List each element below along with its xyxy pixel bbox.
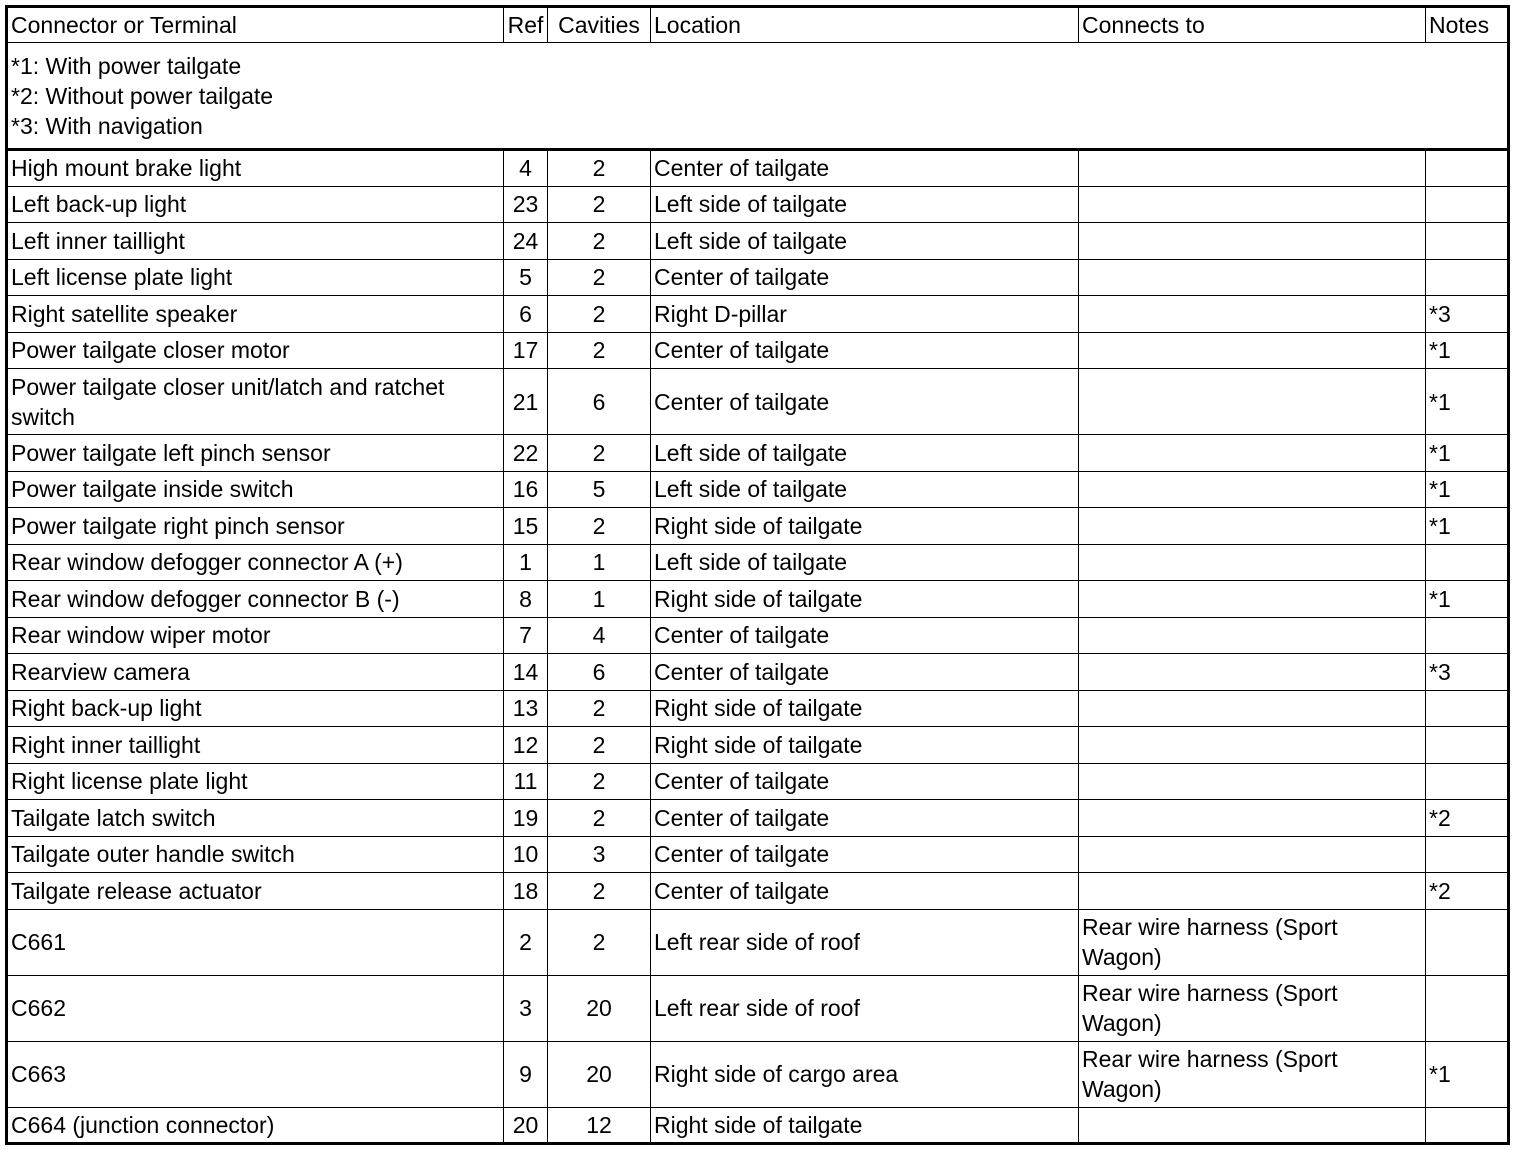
cell-connects-to [1079,369,1426,435]
cell-notes: *1 [1426,471,1509,508]
cell-location: Center of tailgate [651,800,1079,837]
table-row [7,654,1509,691]
cell-location: Left side of tailgate [651,471,1079,508]
cell-ref: 9 [504,1041,548,1107]
cell-ref: 15 [504,508,548,545]
cell-ref: 3 [504,975,548,1041]
cell-connects-to [1079,508,1426,545]
cell-notes [1426,690,1509,727]
table-row [7,1107,1509,1144]
cell-notes [1426,150,1509,187]
cell-location: Right side of tailgate [651,690,1079,727]
cell-notes: *1 [1426,369,1509,435]
cell-location: Right side of tailgate [651,727,1079,764]
cell-cavities: 2 [548,690,651,727]
cell-ref: 4 [504,150,548,187]
cell-notes: *3 [1426,654,1509,691]
table-row [7,259,1509,296]
cell-ref: 11 [504,763,548,800]
cell-notes: *1 [1426,1041,1509,1107]
cell-cavities: 6 [548,654,651,691]
footnote-3: *3: With navigation [11,112,203,139]
cell-location: Center of tailgate [651,617,1079,654]
cell-ref: 10 [504,836,548,873]
cell-location: Left side of tailgate [651,435,1079,472]
cell-location: Right side of cargo area [651,1041,1079,1107]
cell-notes [1426,186,1509,223]
cell-cavities: 2 [548,909,651,975]
cell-connector: High mount brake light [7,150,504,187]
cell-cavities: 2 [548,223,651,260]
cell-ref: 12 [504,727,548,764]
cell-connector: Right satellite speaker [7,296,504,333]
cell-ref: 24 [504,223,548,260]
cell-cavities: 6 [548,369,651,435]
cell-cavities: 2 [548,873,651,910]
cell-notes [1426,259,1509,296]
cell-notes: *1 [1426,508,1509,545]
cell-ref: 2 [504,909,548,975]
cell-connects-to: Rear wire harness (Sport Wagon) [1079,975,1426,1041]
cell-ref: 23 [504,186,548,223]
cell-notes [1426,909,1509,975]
cell-ref: 6 [504,296,548,333]
footnotes-cell [7,43,1509,150]
cell-connects-to [1079,690,1426,727]
table-row [7,800,1509,837]
table-row [7,909,1509,975]
cell-location: Right side of tailgate [651,508,1079,545]
cell-cavities: 2 [548,727,651,764]
cell-location: Right D-pillar [651,296,1079,333]
footnotes-row [7,43,1509,150]
cell-connector: C661 [7,909,504,975]
cell-location: Left rear side of roof [651,909,1079,975]
table-row [7,581,1509,618]
cell-location: Center of tailgate [651,763,1079,800]
cell-connector: Power tailgate closer motor [7,332,504,369]
cell-connector: Rear window defogger connector B (-) [7,581,504,618]
cell-cavities: 3 [548,836,651,873]
cell-ref: 18 [504,873,548,910]
table-row [7,508,1509,545]
cell-connector: Right license plate light [7,763,504,800]
cell-ref: 1 [504,544,548,581]
cell-ref: 7 [504,617,548,654]
col-header-notes: Notes [1426,7,1509,43]
cell-ref: 21 [504,369,548,435]
col-header-connector: Connector or Terminal [7,7,504,43]
table-row [7,873,1509,910]
cell-location: Left side of tailgate [651,223,1079,260]
footnote-1: *1: With power tailgate [11,52,242,79]
col-header-cavities: Cavities [548,7,651,43]
cell-connects-to [1079,617,1426,654]
cell-notes: *3 [1426,296,1509,333]
cell-location: Center of tailgate [651,836,1079,873]
cell-connector: C663 [7,1041,504,1107]
cell-cavities: 5 [548,471,651,508]
cell-cavities: 2 [548,150,651,187]
cell-connector: Power tailgate inside switch [7,471,504,508]
table-row [7,617,1509,654]
cell-location: Center of tailgate [651,332,1079,369]
header-row [7,7,1509,43]
cell-connector: Rearview camera [7,654,504,691]
cell-location: Right side of tailgate [651,581,1079,618]
cell-connector: Rear window defogger connector A (+) [7,544,504,581]
cell-connects-to [1079,836,1426,873]
cell-connector: Power tailgate right pinch sensor [7,508,504,545]
table-row [7,763,1509,800]
cell-connector: Left license plate light [7,259,504,296]
cell-notes [1426,727,1509,764]
table-row [7,150,1509,187]
table-row [7,836,1509,873]
cell-ref: 16 [504,471,548,508]
cell-location: Center of tailgate [651,369,1079,435]
col-header-ref: Ref [504,7,548,43]
cell-ref: 22 [504,435,548,472]
cell-notes [1426,763,1509,800]
cell-cavities: 2 [548,186,651,223]
cell-cavities: 12 [548,1107,651,1144]
cell-connector: Tailgate release actuator [7,873,504,910]
cell-ref: 20 [504,1107,548,1144]
table-row [7,727,1509,764]
cell-ref: 8 [504,581,548,618]
cell-notes: *2 [1426,800,1509,837]
cell-connects-to [1079,150,1426,187]
cell-notes [1426,975,1509,1041]
cell-notes [1426,617,1509,654]
cell-cavities: 20 [548,975,651,1041]
cell-connector: Tailgate outer handle switch [7,836,504,873]
table-row [7,435,1509,472]
cell-cavities: 2 [548,508,651,545]
table-row [7,332,1509,369]
cell-cavities: 2 [548,800,651,837]
cell-location: Center of tailgate [651,654,1079,691]
cell-notes: *2 [1426,873,1509,910]
cell-connects-to [1079,544,1426,581]
cell-location: Right side of tailgate [651,1107,1079,1144]
cell-connector: Rear window wiper motor [7,617,504,654]
cell-connects-to [1079,332,1426,369]
cell-ref: 5 [504,259,548,296]
table-row [7,369,1509,435]
cell-connector: Right inner taillight [7,727,504,764]
cell-location: Left side of tailgate [651,544,1079,581]
cell-cavities: 2 [548,259,651,296]
table-row [7,690,1509,727]
cell-connects-to [1079,1107,1426,1144]
table-row [7,544,1509,581]
cell-ref: 14 [504,654,548,691]
cell-connects-to [1079,763,1426,800]
table-row [7,296,1509,333]
table-row [7,223,1509,260]
cell-connects-to [1079,259,1426,296]
cell-notes: *1 [1426,581,1509,618]
table-row [7,975,1509,1041]
cell-cavities: 2 [548,296,651,333]
cell-connects-to [1079,581,1426,618]
footnote-2: *2: Without power tailgate [11,82,274,109]
cell-ref: 13 [504,690,548,727]
cell-location: Left rear side of roof [651,975,1079,1041]
cell-notes [1426,223,1509,260]
cell-cavities: 2 [548,435,651,472]
connector-table [5,5,1510,1145]
cell-notes [1426,544,1509,581]
cell-ref: 19 [504,800,548,837]
cell-notes [1426,836,1509,873]
cell-connects-to [1079,223,1426,260]
cell-connector: Power tailgate closer unit/latch and ratchet switch [7,369,504,435]
col-header-connects-to: Connects to [1079,7,1426,43]
table-row [7,471,1509,508]
cell-connects-to [1079,435,1426,472]
cell-connector: Power tailgate left pinch sensor [7,435,504,472]
table-body [7,43,1509,1144]
cell-location: Left side of tailgate [651,186,1079,223]
cell-location: Center of tailgate [651,259,1079,296]
cell-connects-to [1079,727,1426,764]
cell-connector: C662 [7,975,504,1041]
cell-cavities: 2 [548,763,651,800]
cell-cavities: 1 [548,581,651,618]
cell-cavities: 1 [548,544,651,581]
cell-connector: Left inner taillight [7,223,504,260]
cell-notes [1426,1107,1509,1144]
cell-cavities: 2 [548,332,651,369]
cell-cavities: 20 [548,1041,651,1107]
cell-notes: *1 [1426,332,1509,369]
cell-location: Center of tailgate [651,150,1079,187]
cell-connects-to: Rear wire harness (Sport Wagon) [1079,1041,1426,1107]
table-row [7,1041,1509,1107]
cell-location: Center of tailgate [651,873,1079,910]
cell-notes: *1 [1426,435,1509,472]
col-header-location: Location [651,7,1079,43]
cell-ref: 17 [504,332,548,369]
cell-connects-to [1079,800,1426,837]
cell-connector: Right back-up light [7,690,504,727]
cell-connector: C664 (junction connector) [7,1107,504,1144]
table-row [7,186,1509,223]
cell-connector: Tailgate latch switch [7,800,504,837]
cell-connects-to [1079,654,1426,691]
cell-connects-to [1079,296,1426,333]
cell-connects-to: Rear wire harness (Sport Wagon) [1079,909,1426,975]
cell-connector: Left back-up light [7,186,504,223]
cell-connects-to [1079,186,1426,223]
cell-connects-to [1079,873,1426,910]
cell-cavities: 4 [548,617,651,654]
cell-connects-to [1079,471,1426,508]
